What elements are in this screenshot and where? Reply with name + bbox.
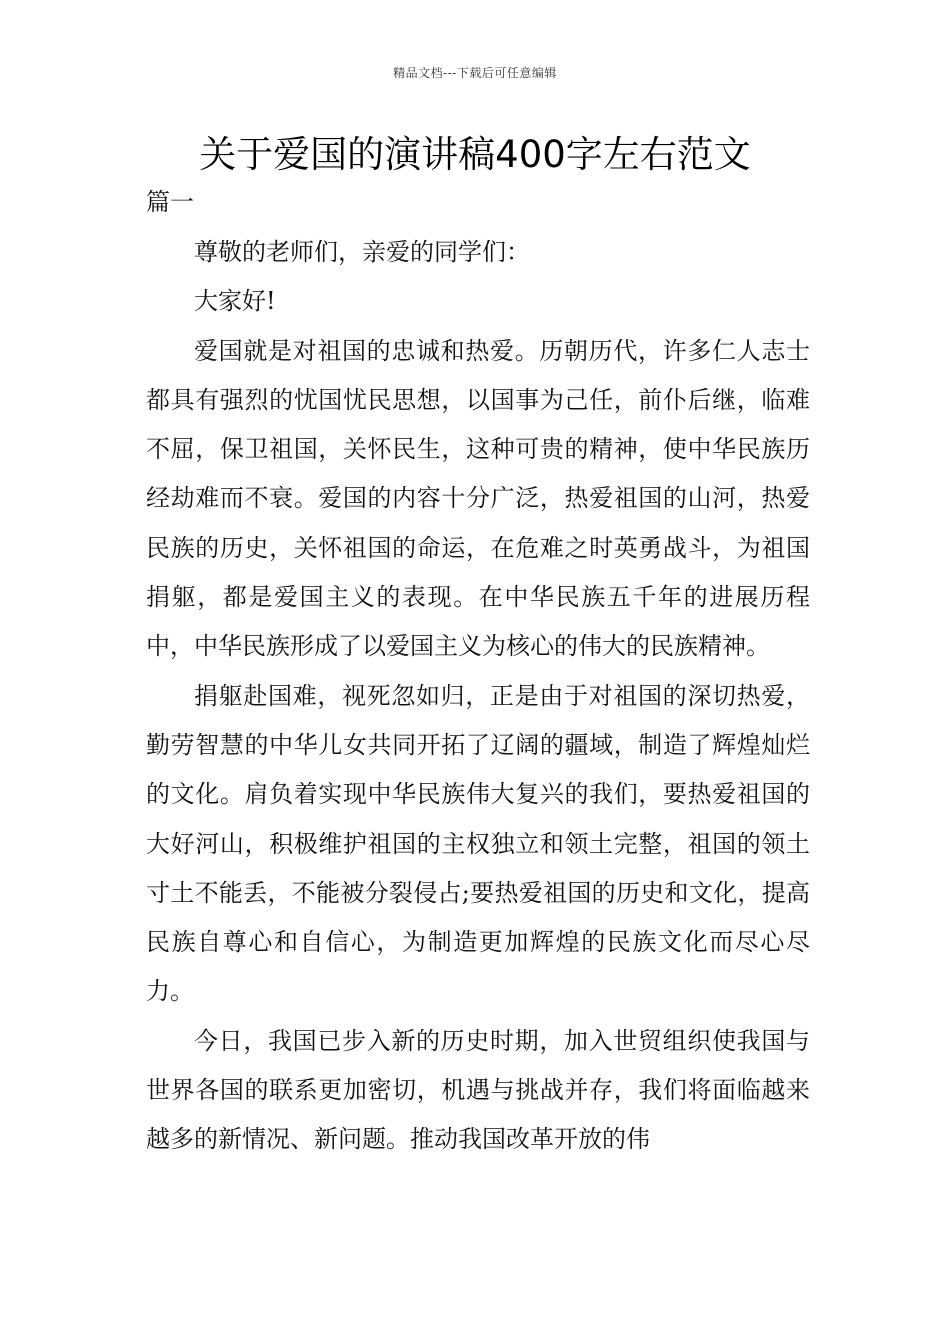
body-text [146,228,810,1165]
header-note: 精品文档---下载后可任意编辑 [393,66,557,80]
paragraph: 捐躯赴国难，视死忽如归，正是由于对祖国的深切热爱，勤劳智慧的中华儿女共同开拓了辽阔的疆域，制造了辉煌灿烂的文化。肩负着实现中华民族伟大复兴的我们，要热爱祖国的大好河山，积极维护祖国的主权独立和领土完整，祖国的领土寸土不能丢，不能被分裂侵占;要热爱祖国的历史和文化，提高民族自尊心和自信心，为制造更加辉煌的民族文化而尽心尽力。 [146,681,810,1006]
section-label: 篇一 [146,188,194,216]
paragraph: 爱国就是对祖国的忠诚和热爱。历朝历代，许多仁人志士都具有强烈的忧国忧民思想，以国事为己任，前仆后继，临难不屈，保卫祖国，关怀民生，这种可贵的精神，使中华民族历经劫难而不衰。爱国的内容十分广泛，热爱祖国的山河，热爱民族的历史，关怀祖国的命运，在危难之时英勇战斗，为祖国捐躯，都是爱国主义的表现。在中华民族五千年的进展历程中，中华民族形成了以爱国主义为核心的伟大的民族精神。 [146,336,810,661]
paragraph-salutation: 尊敬的老师们，亲爱的同学们： [194,238,530,266]
paragraph: 今日，我国已步入新的历史时期，加入世贸组织使我国与世界各国的联系更加密切，机遇与挑战并存，我们将面临越来越多的新情况、新问题。推动我国改革开放的伟 [146,1026,810,1154]
paragraph-greeting: 大家好! [194,287,276,316]
document-title: 关于爱国的演讲稿400字左右范文 [199,133,751,176]
